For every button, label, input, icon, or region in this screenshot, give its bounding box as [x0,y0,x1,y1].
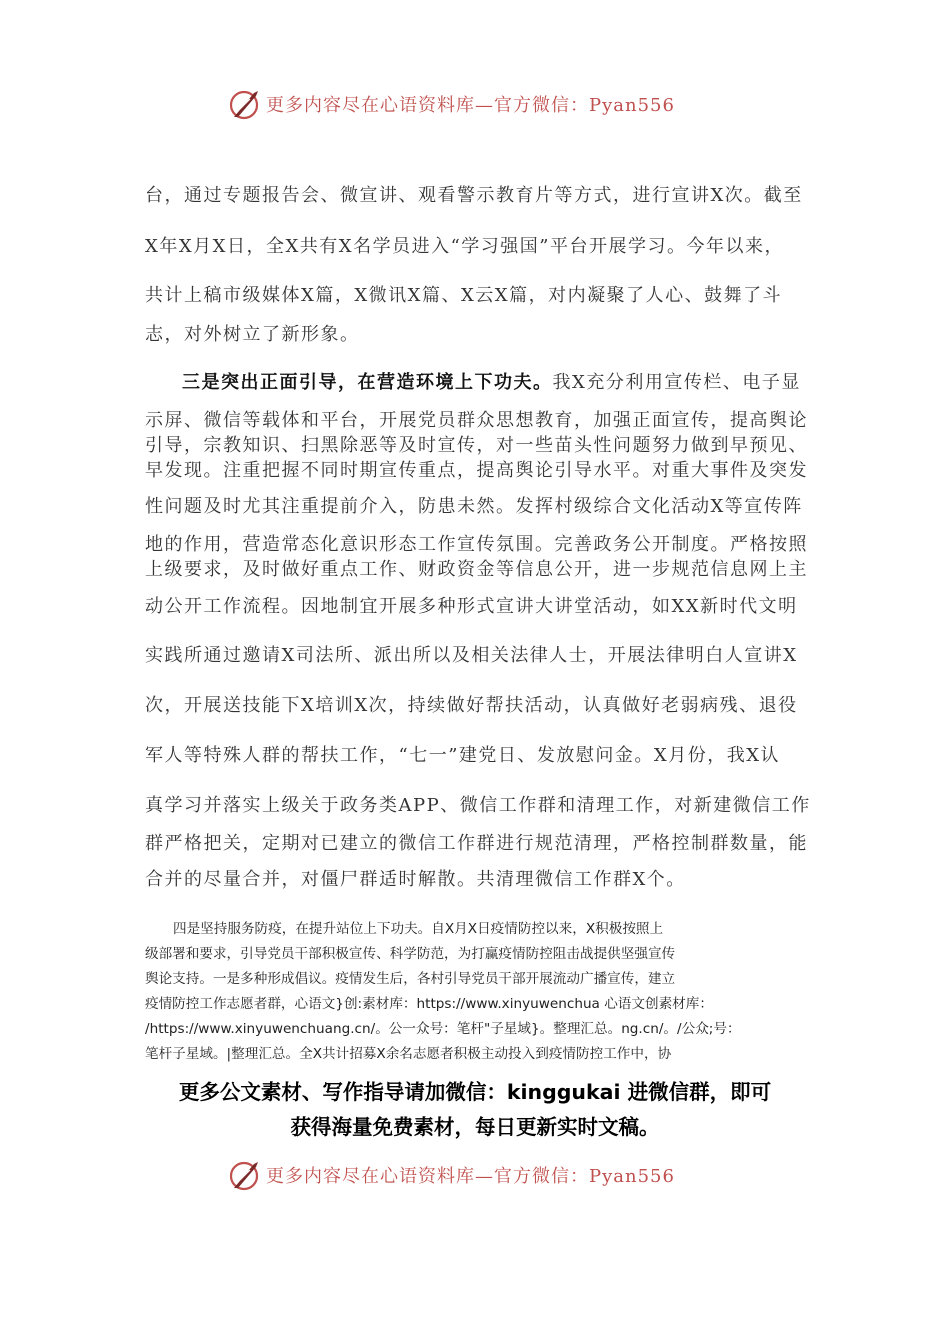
paragraph-3-line: 舆论支持。一是多种形成倡议。疫情发生后，各村引导党员干部开展流动广播宣传，建立 [145,971,676,987]
paragraph-2-line: 性问题及时尤其注重提前介入，防患未然。发挥村级综合文化活动X等宣传阵 [145,496,803,517]
paragraph-3-line: 笔杆子星域。|整理汇总。全X共计招募X余名志愿者积极主动投入到疫情防控工作中，协 [145,1046,672,1062]
paragraph-1-line: 台，通过专题报告会、微宣讲、观看警示教育片等方式，进行宣讲X次。截至 [145,185,803,206]
paragraph-2-line: 真学习并落实上级关于政务类APP、微信工作群和清理工作，对新建微信工作 [145,795,811,816]
paragraph-2-line: 次，开展送技能下X培训X次，持续做好帮扶活动，认真做好老弱病残、退役 [145,695,798,716]
header-banner-text: 更多内容尽在心语资料库—官方微信：Pyan556 [266,95,675,116]
paragraph-2-line: 上级要求，及时做好重点工作、财政资金等信息公开，进一步规范信息网上主 [145,559,808,580]
paragraph-2-heading: 三是突出正面引导，在营造环境上下功夫。 [182,372,553,393]
paragraph-3-line: 疫情防控工作志愿者群，心语文}创:素材库：https://www.xinyuwenchua 心语文创素材库： [145,996,713,1012]
paragraph-2-line: 动公开工作流程。因地制宜开展多种形式宣讲大讲堂活动，如XX新时代文明 [145,596,798,617]
paragraph-2-first-line: 三是突出正面引导，在营造环境上下功夫。我X充分利用宣传栏、电子显 [182,372,801,393]
footer-banner [228,1155,748,1195]
header-banner [228,84,748,124]
paragraph-2-line: 早发现。注重把握不同时期宣传重点，提高舆论引导水平。对重大事件及突发 [145,460,808,481]
quill-logo-icon [228,87,262,121]
paragraph-1-line: 共计上稿市级媒体X篇，X微讯X篇、X云X篇，对内凝聚了人心、鼓舞了斗 [145,285,783,306]
paragraph-1-line: 志，对外树立了新形象。 [145,324,360,345]
promo-line: 获得海量免费素材，每日更新实时文稿。 [290,1115,660,1139]
paragraph-2-line: 示屏、微信等载体和平台，开展党员群众思想教育，加强正面宣传，提高舆论 [145,410,808,431]
quill-logo-icon [228,1158,262,1192]
header-wechat-id: Pyan556 [589,95,675,116]
paragraph-3-line: /https://www.xinyuwenchuang.cn/。公一众号：笔杆"子星域}。整理汇总。ng.cn/。/公众;号： [145,1021,741,1037]
paragraph-1-line: X年X月X日，全X共有X名学员进入“学习强国”平台开展学习。今年以来， [145,236,784,257]
paragraph-2-line: 军人等特殊人群的帮扶工作，“七一”建党日、发放慰问金。X月份，我X认 [145,745,781,766]
paragraph-2-line: 实践所通过邀请X司法所、派出所以及相关法律人士，开展法律明白人宣讲X [145,645,798,666]
paragraph-2-line: 合并的尽量合并，对僵尸群适时解散。共清理微信工作群X个。 [145,869,686,890]
footer-wechat-id: Pyan556 [589,1166,675,1187]
paragraph-2-line: 引导，宗教知识、扫黑除恶等及时宣传，对一些苗头性问题努力做到早预见、 [145,435,808,456]
paragraph-2-line: 群严格把关，定期对已建立的微信工作群进行规范清理，严格控制群数量，能 [145,833,808,854]
paragraph-2-line: 地的作用，营造常态化意识形态工作宣传氛围。完善政务公开制度。严格按照 [145,534,808,555]
paragraph-3-line: 级部署和要求，引导党员干部积极宣传、科学防范，为打赢疫情防控阻击战提供坚强宣传 [145,946,676,962]
promo-line: 更多公文素材、写作指导请加微信：kinggukai 进微信群，即可 [178,1080,772,1104]
footer-banner-text: 更多内容尽在心语资料库—官方微信：Pyan556 [266,1166,675,1187]
paragraph-3-line: 四是坚持服务防疫，在提升站位上下功夫。自X月X日疫情防控以来，X积极按照上 [173,921,664,937]
